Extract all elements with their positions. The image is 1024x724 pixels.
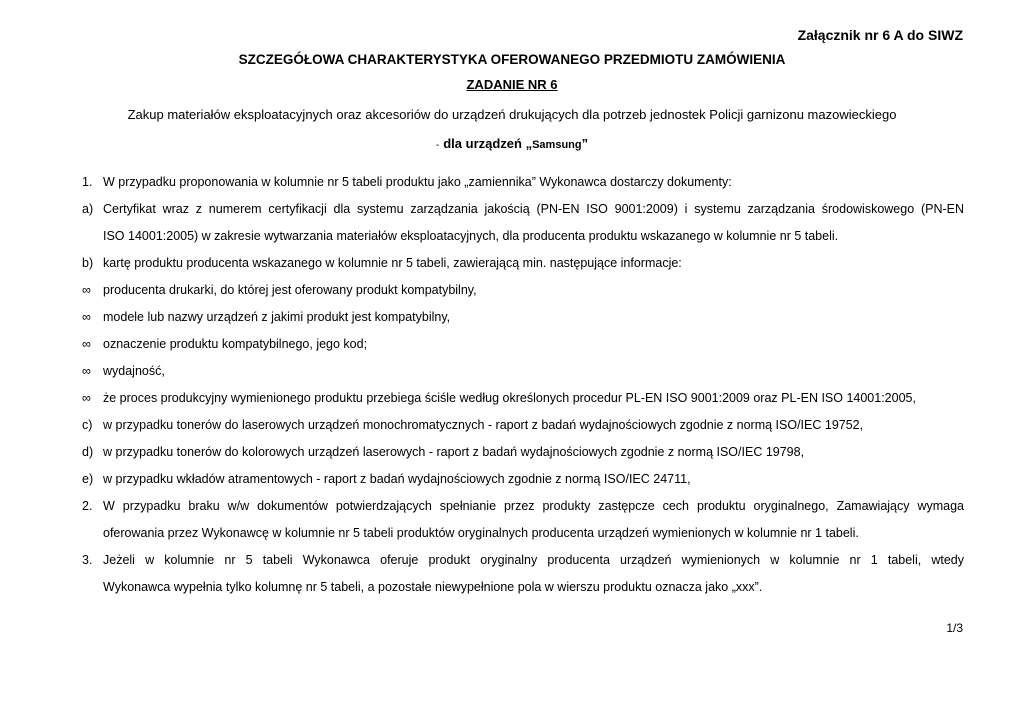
infinity-bullet-icon: ∞ (82, 310, 91, 324)
infinity-bullet-icon: ∞ (82, 391, 91, 405)
list-marker: b) (82, 256, 94, 270)
infinity-bullet-icon: ∞ (82, 337, 91, 351)
list-marker: 3. (82, 553, 93, 567)
document-title: SZCZEGÓŁOWA CHARAKTERYSTYKA OFEROWANEGO PRZEDMIOTU ZAMÓWIENIA (238, 52, 786, 67)
list-item-text: modele lub nazwy urządzeń z jakimi produkt jest kompatybilny, (103, 310, 451, 324)
device-suffix: ” (581, 136, 589, 151)
device-line (0, 136, 1024, 151)
list-item-text: w przypadku tonerów do kolorowych urządzeń laserowych - raport z badań wydajnościowych zgodnie z normą ISO/IEC 19798, (103, 445, 805, 459)
task-number: ZADANIE NR 6 (466, 77, 558, 92)
list-item-text: w przypadku tonerów do laserowych urządzeń monochromatycznych - raport z badań wydajnościowych zgodnie z normą ISO/IEC 19752, (103, 418, 864, 432)
list-item-a-continuation: ISO 14001:2005) w zakresie wytwarzania materiałów eksploatacyjnych, dla producenta produktu wskazanego w kolumnie nr 5 tabeli. (103, 229, 839, 243)
list-item-text: oznaczenie produktu kompatybilnego, jego kod; (103, 337, 368, 351)
infinity-bullet-icon: ∞ (82, 364, 91, 378)
list-item-text: Jeżeli w kolumnie nr 5 tabeli Wykonawca oferuje produkt oryginalny producenta urządzeń wymienionych w kolumnie nr 1 tabeli, wtedy (103, 553, 964, 567)
list-item-text: W przypadku braku w/w dokumentów potwierdzających spełnianie przez produkty zastępcze cech produktu oryginalnego, Zamawiający wymaga (103, 499, 964, 513)
list-item-text: producenta drukarki, do której jest oferowany produkt kompatybilny, (103, 283, 477, 297)
infinity-bullet-icon: ∞ (82, 283, 91, 297)
list-item-text: wydajność, (103, 364, 165, 378)
list-item-text: że proces produkcyjny wymienionego produktu przebiega ściśle według określonych procedur PL-EN ISO 9001:2009 oraz PL-EN ISO 14001:2005, (103, 391, 916, 405)
page-number: 1/3 (946, 621, 963, 635)
list-marker: d) (82, 445, 94, 459)
list-marker: 1. (82, 175, 93, 189)
list-item-text: w przypadku wkładów atramentowych - raport z badań wydajnościowych zgodnie z normą ISO/IEC 24711, (103, 472, 691, 486)
list-marker: 2. (82, 499, 93, 513)
list-item-text: Certyfikat wraz z numerem certyfikacji dla systemu zarządzania jakością (PN-EN ISO 9001:2009) i systemu zarządzania środowiskowego (PN-EN (103, 202, 964, 216)
list-item-2-continuation: oferowania przez Wykonawcę w kolumnie nr 5 tabeli produktów oryginalnych producenta urządzeń wymienionych w kolumnie nr 1 tabeli. (103, 526, 859, 540)
purpose-line: Zakup materiałów eksploatacyjnych oraz akcesoriów do urządzeń drukujących dla potrzeb jednostek Policji garnizonu mazowieckiego (127, 107, 897, 122)
list-marker: e) (82, 472, 94, 486)
list-item-text: kartę produktu producenta wskazanego w kolumnie nr 5 tabeli, zawierającą min. następujące informacje: (103, 256, 682, 270)
device-brand: Samsung (532, 139, 582, 151)
list-marker: c) (82, 418, 93, 432)
device-prefix: dla urządzeń „ (443, 136, 533, 151)
list-item-text: W przypadku proponowania w kolumnie nr 5 tabeli produktu jako „zamiennika” Wykonawca dostarczy dokumenty: (103, 175, 732, 189)
list-item-3-continuation: Wykonawca wypełnia tylko kolumnę nr 5 tabeli, a pozostałe niewypełnione pola w wierszu produktu oznacza jako „xxx”. (103, 580, 763, 594)
list-marker: a) (82, 202, 94, 216)
device-dash: - (435, 140, 440, 151)
annex-label: Załącznik nr 6 A do SIWZ (797, 27, 963, 43)
